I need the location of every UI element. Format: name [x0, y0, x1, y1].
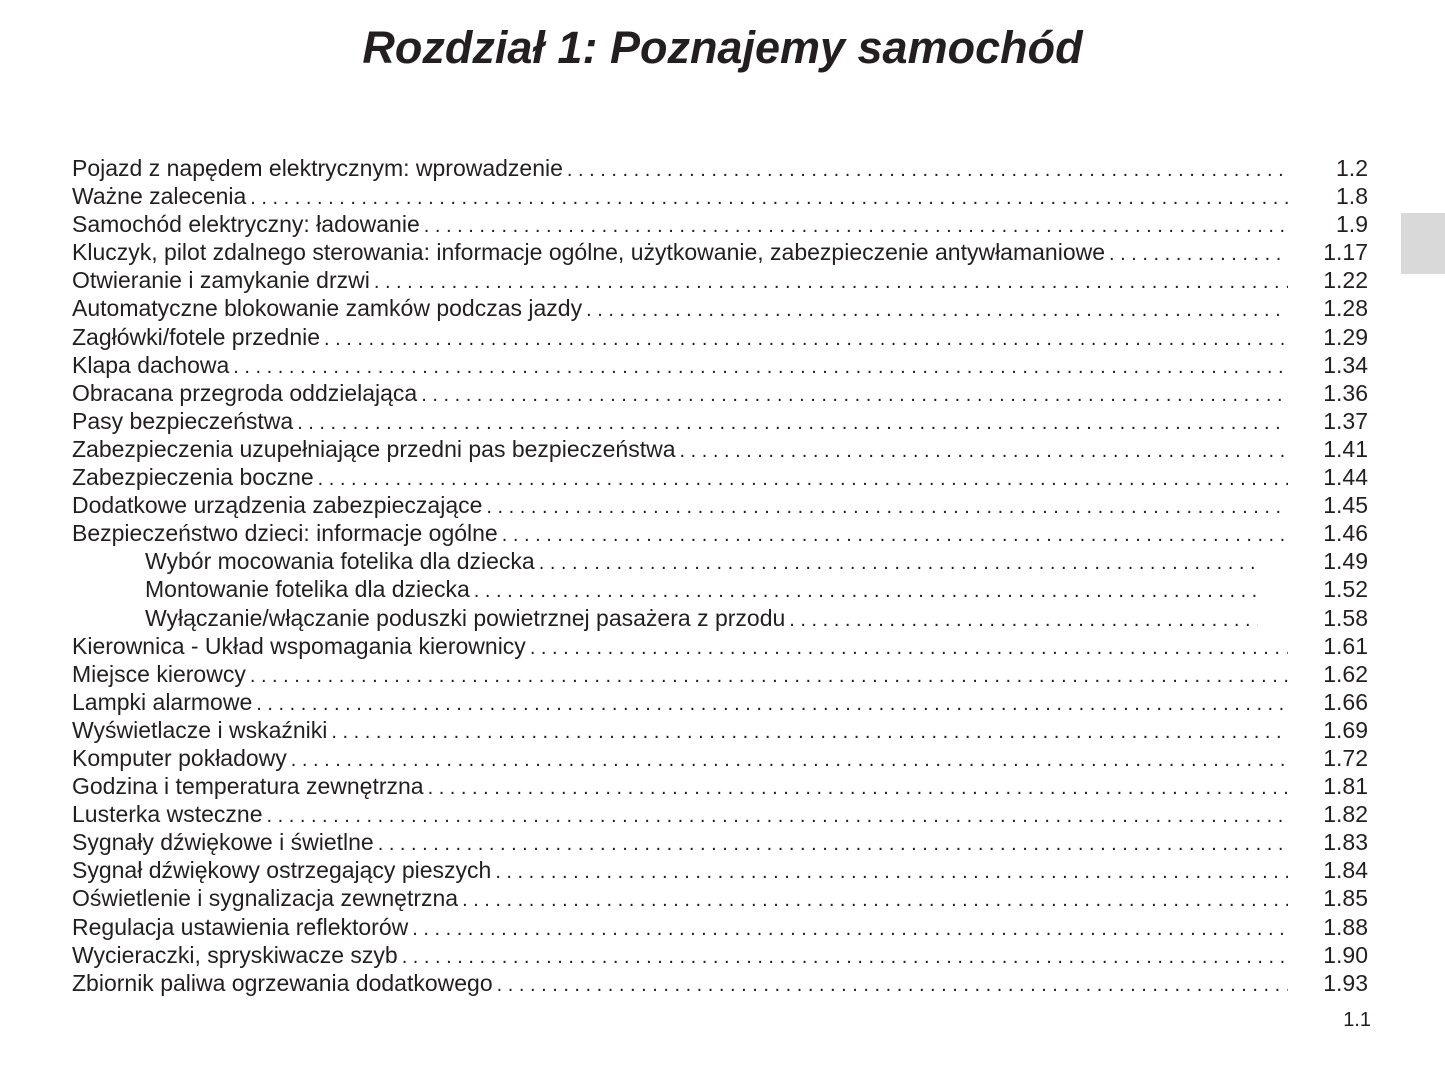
toc-entry-label: Pojazd z napędem elektrycznym: wprowadzenie — [72, 155, 563, 181]
toc-entry[interactable] — [72, 604, 1368, 632]
toc-dot-leader — [374, 268, 1288, 296]
toc-entry-page: 1.9 — [1336, 211, 1368, 238]
toc-entry-label: Sygnał dźwiękowy ostrzegający pieszych — [72, 857, 492, 884]
toc-entry-label: Miejsce kierowcy — [72, 660, 246, 687]
page-title: Rozdział 1: Poznajemy samochód — [362, 22, 1083, 73]
toc-dot-leader — [789, 606, 1258, 634]
toc-entry[interactable] — [72, 210, 1368, 238]
table-of-contents — [72, 154, 1368, 997]
toc-entry-label: Kluczyk, pilot zdalnego sterowania: informacje ogólne, użytkowanie, zabezpieczenie antywłamaniowe — [72, 239, 1106, 266]
toc-entry-label: Kierownica - Układ wspomagania kierownicy — [72, 632, 526, 659]
toc-entry-page: 1.28 — [1323, 295, 1368, 322]
toc-entry-label: Lampki alarmowe — [72, 688, 253, 715]
toc-entry-label: Komputer pokładowy — [72, 744, 287, 771]
toc-entry[interactable] — [72, 519, 1368, 547]
toc-dot-leader — [474, 577, 1258, 605]
toc-entry-page: 1.81 — [1323, 773, 1368, 800]
toc-dot-leader — [291, 746, 1288, 774]
toc-dot-leader — [331, 718, 1288, 746]
toc-dot-leader — [502, 521, 1288, 549]
toc-entry[interactable] — [72, 688, 1368, 716]
toc-dot-leader — [233, 353, 1288, 381]
toc-entry-page: 1.37 — [1323, 407, 1368, 434]
toc-dot-leader — [421, 381, 1288, 409]
toc-entry-page: 1.85 — [1323, 885, 1368, 912]
toc-dot-leader — [250, 184, 1288, 212]
toc-entry-label: Samochód elektryczny: ładowanie — [72, 211, 420, 238]
toc-entry-label: Sygnały dźwiękowe i świetlne — [72, 829, 374, 856]
toc-dot-leader — [567, 156, 1288, 184]
toc-entry-page: 1.93 — [1323, 969, 1368, 996]
toc-entry-page: 1.44 — [1323, 464, 1368, 491]
toc-dot-leader — [250, 662, 1288, 690]
toc-entry-page: 1.84 — [1323, 857, 1368, 884]
toc-entry[interactable] — [72, 969, 1368, 997]
toc-entry-page: 1.34 — [1323, 351, 1368, 378]
toc-entry-label: Dodatkowe urządzenia zabezpieczające — [72, 492, 483, 519]
toc-entry-label: Regulacja ustawienia reflektorów — [72, 913, 409, 940]
toc-entry-label: Wyświetlacze i wskaźniki — [72, 716, 328, 743]
page-number: 1.1 — [1343, 1009, 1371, 1031]
toc-dot-leader — [1109, 240, 1288, 268]
toc-entry[interactable] — [72, 744, 1368, 772]
toc-entry-label: Zabezpieczenia uzupełniające przedni pas bezpieczeństwa — [72, 435, 676, 462]
toc-entry-page: 1.88 — [1323, 913, 1368, 940]
toc-entry[interactable] — [72, 913, 1368, 941]
toc-dot-leader — [586, 296, 1288, 324]
toc-entry[interactable] — [72, 575, 1368, 603]
toc-entry[interactable] — [72, 660, 1368, 688]
toc-entry[interactable] — [72, 716, 1368, 744]
toc-entry[interactable] — [72, 351, 1368, 379]
toc-entry-label: Lusterka wsteczne — [72, 801, 263, 828]
toc-entry-page: 1.58 — [1323, 604, 1368, 631]
toc-entry[interactable] — [72, 941, 1368, 969]
toc-entry-page: 1.8 — [1336, 183, 1368, 210]
toc-dot-leader — [428, 774, 1288, 802]
toc-entry[interactable] — [72, 884, 1368, 912]
toc-dot-leader — [402, 943, 1288, 971]
toc-entry-page: 1.46 — [1323, 520, 1368, 547]
toc-entry-label: Wycieraczki, spryskiwacze szyb — [72, 941, 398, 968]
toc-entry-page: 1.49 — [1323, 548, 1368, 575]
toc-entry-page: 1.62 — [1323, 660, 1368, 687]
toc-entry-label: Obracana przegroda oddzielająca — [72, 379, 418, 406]
toc-entry-page: 1.69 — [1323, 716, 1368, 743]
chapter-tab — [1401, 213, 1445, 274]
toc-entry-label: Otwieranie i zamykanie drzwi — [72, 267, 370, 294]
toc-entry[interactable] — [72, 800, 1368, 828]
toc-entry-label: Pasy bezpieczeństwa — [72, 407, 294, 434]
toc-entry-page: 1.17 — [1323, 239, 1368, 266]
toc-entry-label: Ważne zalecenia — [72, 183, 247, 210]
toc-entry-page: 1.90 — [1323, 941, 1368, 968]
toc-dot-leader — [318, 465, 1288, 493]
toc-entry[interactable] — [72, 547, 1368, 575]
toc-entry[interactable] — [72, 435, 1368, 463]
toc-dot-leader — [256, 690, 1288, 718]
toc-entry[interactable] — [72, 491, 1368, 519]
toc-entry[interactable] — [72, 238, 1368, 266]
toc-entry-page: 1.2 — [1336, 155, 1368, 181]
toc-dot-leader — [412, 915, 1288, 943]
toc-entry-page: 1.61 — [1323, 632, 1368, 659]
toc-dot-leader — [495, 858, 1288, 886]
toc-entry[interactable] — [72, 632, 1368, 660]
toc-entry[interactable] — [72, 407, 1368, 435]
toc-dot-leader — [486, 493, 1288, 521]
toc-dot-leader — [266, 802, 1288, 830]
toc-entry-page: 1.52 — [1323, 576, 1368, 603]
toc-dot-leader — [462, 886, 1288, 914]
toc-entry[interactable] — [72, 463, 1368, 491]
toc-entry-label: Wybór mocowania fotelika dla dziecka — [145, 548, 535, 575]
toc-entry[interactable] — [72, 294, 1368, 322]
toc-entry-label: Zabezpieczenia boczne — [72, 464, 314, 491]
toc-dot-leader — [539, 549, 1258, 577]
toc-entry-page: 1.29 — [1323, 323, 1368, 350]
toc-entry[interactable] — [72, 828, 1368, 856]
toc-dot-leader — [424, 212, 1288, 240]
toc-entry[interactable] — [72, 266, 1368, 294]
toc-entry-page: 1.36 — [1323, 379, 1368, 406]
toc-entry[interactable] — [72, 323, 1368, 351]
toc-entry-label: Godzina i temperatura zewnętrzna — [72, 773, 424, 800]
toc-entry-page: 1.22 — [1323, 267, 1368, 294]
toc-entry-page: 1.66 — [1323, 688, 1368, 715]
toc-entry-label: Montowanie fotelika dla dziecka — [145, 576, 470, 603]
toc-entry[interactable] — [72, 772, 1368, 800]
toc-entry-label: Oświetlenie i sygnalizacja zewnętrzna — [72, 885, 459, 912]
toc-entry[interactable] — [72, 154, 1368, 182]
toc-entry-label: Zagłówki/fotele przednie — [72, 323, 321, 350]
toc-entry[interactable] — [72, 182, 1368, 210]
toc-entry[interactable] — [72, 379, 1368, 407]
toc-dot-leader — [378, 830, 1288, 858]
toc-entry-page: 1.41 — [1323, 435, 1368, 462]
toc-dot-leader — [324, 325, 1288, 353]
toc-entry-label: Bezpieczeństwo dzieci: informacje ogólne — [72, 520, 498, 547]
toc-dot-leader — [530, 634, 1288, 662]
toc-entry-label: Wyłączanie/włączanie poduszki powietrznej pasażera z przodu — [145, 604, 786, 631]
toc-dot-leader — [680, 437, 1289, 465]
toc-entry[interactable] — [72, 856, 1368, 884]
toc-entry-page: 1.83 — [1323, 829, 1368, 856]
toc-entry-label: Klapa dachowa — [72, 351, 230, 378]
toc-entry-label: Zbiornik paliwa ogrzewania dodatkowego — [72, 969, 493, 996]
toc-dot-leader — [497, 971, 1288, 999]
toc-entry-label: Automatyczne blokowanie zamków podczas jazdy — [72, 295, 583, 322]
toc-entry-page: 1.82 — [1323, 801, 1368, 828]
toc-entry-page: 1.72 — [1323, 744, 1368, 771]
toc-entry-page: 1.45 — [1323, 492, 1368, 519]
toc-dot-leader — [297, 409, 1288, 437]
